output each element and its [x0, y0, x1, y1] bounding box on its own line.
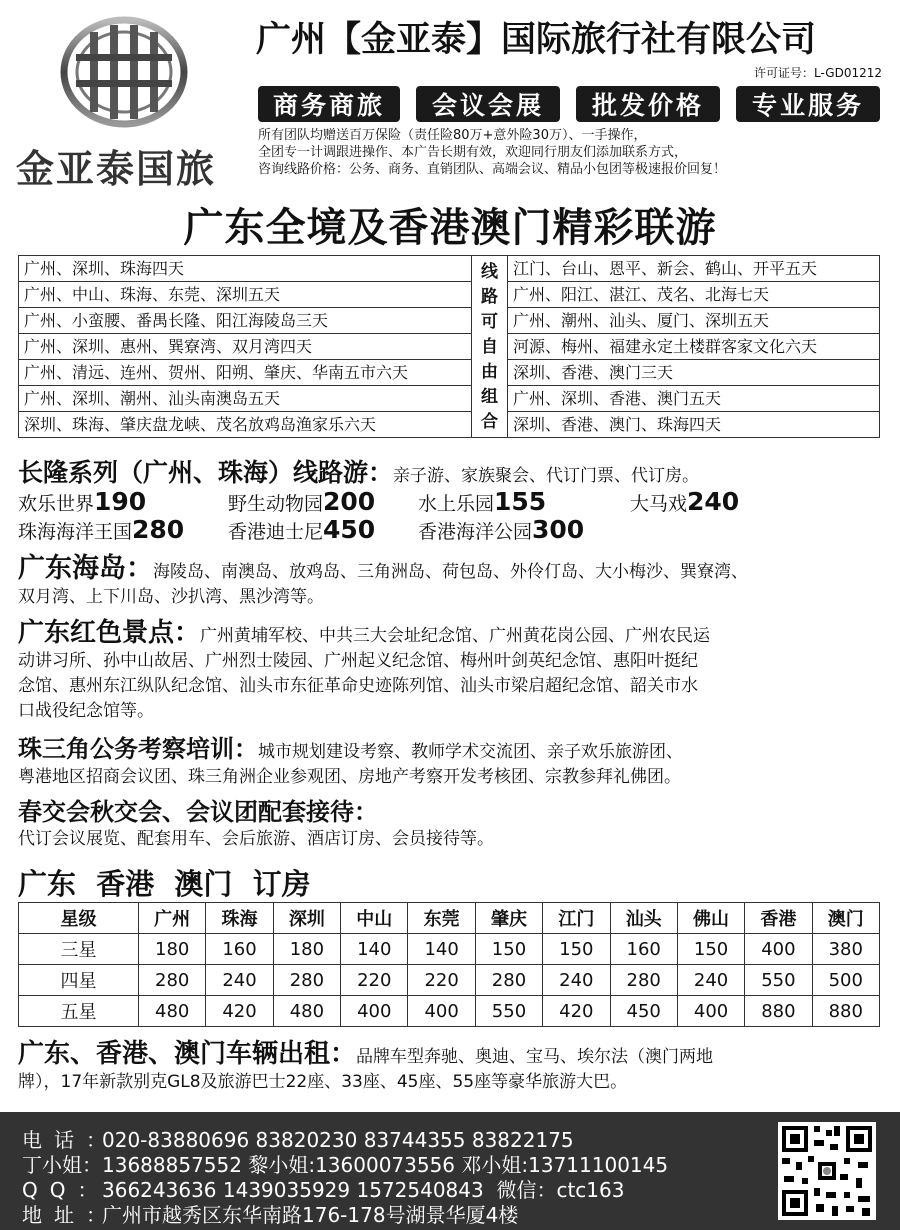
price-cell: 880: [745, 996, 812, 1027]
red-text: 口战役纪念馆等。: [18, 701, 154, 721]
price-cell: 150: [677, 934, 744, 965]
price-cell: 480: [273, 996, 340, 1027]
price-cell: 880: [812, 996, 879, 1027]
combine-char: 路: [481, 286, 498, 307]
hotel-price-table: [18, 902, 880, 1027]
island-text: 双月湾、上下川岛、沙扒湾、黑沙湾等。: [18, 587, 324, 607]
attraction-price: 280: [132, 515, 185, 544]
red-text: 念馆、惠州东江纵队纪念馆、汕头市东征革命史迹陈列馆、汕头市梁启超纪念馆、韶关市水: [18, 676, 698, 696]
column-header: 珠海: [206, 903, 273, 934]
route-item: 广州、潮州、汕头、厦门、深圳五天: [508, 308, 879, 334]
price-cell: 420: [206, 996, 273, 1027]
table-header-row: [19, 903, 880, 934]
price-cell: 220: [341, 965, 408, 996]
attraction-name: 大马戏: [630, 493, 688, 515]
main-title: 广东全境及香港澳门精彩联游: [183, 205, 717, 251]
column-header: 肇庆: [475, 903, 542, 934]
price-cell: 240: [206, 965, 273, 996]
price-cell: 550: [475, 996, 542, 1027]
column-header: 佛山: [677, 903, 744, 934]
price-cell: 240: [677, 965, 744, 996]
hotel-title: 广东 香港 澳门 订房: [18, 867, 311, 901]
training-section: [18, 737, 888, 790]
price-cell: 500: [812, 965, 879, 996]
price-item: [228, 487, 375, 516]
qq-label: QQ：: [22, 1178, 110, 1202]
price-cell: 380: [812, 934, 879, 965]
car-title: 广东、香港、澳门车辆出租：: [18, 1039, 357, 1069]
price-cell: 400: [341, 996, 408, 1027]
route-list-right: [507, 256, 879, 438]
combine-char: 线: [481, 261, 498, 282]
training-title: 珠三角公务考察培训：: [18, 735, 258, 763]
attraction-name: 香港迪士尼: [228, 521, 324, 543]
price-cell: 150: [475, 934, 542, 965]
red-text: 动讲习所、孙中山故居、广州烈士陵园、广州起义纪念馆、梅州叶剑英纪念馆、惠阳叶挺纪: [18, 651, 698, 671]
company-logo: [12, 10, 247, 191]
route-item: 广州、阳江、湛江、茂名、北海七天: [508, 282, 879, 308]
intro-line: 咨询线路价格：公务、商务、直销团队、高端会议、精品小包团等极速报价回复！: [258, 162, 727, 177]
address-text: 广州市越秀区东华南路176-178号湖景华厦4楼: [102, 1203, 519, 1227]
changlong-section: [18, 453, 699, 489]
route-item: 深圳、香港、澳门、珠海四天: [513, 415, 722, 434]
attraction-price: 240: [687, 487, 740, 516]
route-item: 广州、深圳、潮州、汕头南澳岛五天: [19, 386, 471, 412]
combine-char: 由: [481, 361, 498, 382]
price-item: [630, 487, 739, 516]
phone-numbers[interactable]: 020-83880696 83820230 83744355 83822175: [102, 1128, 574, 1152]
attraction-name: 野生动物园: [228, 493, 324, 515]
island-title: 广东海岛：: [18, 553, 153, 584]
route-table: [18, 255, 880, 438]
price-cell: 400: [408, 996, 475, 1027]
intro-text: [258, 127, 888, 178]
route-item: 广州、小蛮腰、番禺长隆、阳江海陵岛三天: [19, 308, 471, 334]
price-cell: 420: [543, 996, 610, 1027]
attraction-name: 欢乐世界: [18, 493, 95, 515]
fair-section: [18, 797, 888, 852]
price-cell: 240: [543, 965, 610, 996]
route-item: 广州、中山、珠海、东莞、深圳五天: [19, 282, 471, 308]
combine-char: 组: [481, 386, 498, 407]
route-item: 广州、深圳、香港、澳门五天: [508, 386, 879, 412]
attraction-name: 珠海海洋王国: [18, 521, 133, 543]
price-item: [18, 515, 184, 544]
column-header: 深圳: [273, 903, 340, 934]
attraction-price: 300: [532, 515, 585, 544]
fair-text: 代订会议展览、配套用车、会后旅游、酒店订房、会员接待等。: [18, 829, 494, 849]
badge-professional: 专业服务: [736, 86, 880, 122]
changlong-subtitle: 亲子游、家族聚会、代订门票、代订房。: [393, 466, 700, 486]
price-cell: 180: [273, 934, 340, 965]
training-text: 粤港地区招商会议团、珠三角洲企业参观团、房地产考察开发考核团、宗教参拜礼佛团。: [18, 767, 681, 787]
badge-business: 商务商旅: [258, 86, 400, 122]
route-item: 深圳、香港、澳门三天: [508, 360, 879, 386]
column-header: 中山: [341, 903, 408, 934]
car-text: 品牌车型奔驰、奥迪、宝马、埃尔法（澳门两地: [356, 1047, 714, 1067]
price-cell: 400: [677, 996, 744, 1027]
price-cell: 280: [273, 965, 340, 996]
price-item: [228, 515, 375, 544]
price-item: [418, 487, 546, 516]
route-item: 广州、深圳、惠州、巽寮湾、双月湾四天: [19, 334, 471, 360]
price-cell: 160: [610, 934, 677, 965]
column-header: 星级: [19, 903, 139, 934]
training-text: 城市规划建设考察、教师学术交流团、亲子欢乐旅游团、: [258, 742, 683, 762]
badge-wholesale: 批发价格: [576, 86, 720, 122]
star-level-cell: 五星: [19, 996, 139, 1027]
combine-char: 自: [481, 336, 498, 357]
combine-char: 合: [481, 411, 498, 432]
price-cell: 220: [408, 965, 475, 996]
price-cell: 450: [610, 996, 677, 1027]
company-name: 广州【金亚泰】国际旅行社有限公司: [256, 20, 817, 60]
price-cell: 480: [139, 996, 206, 1027]
red-section: [18, 618, 888, 724]
price-item: [18, 487, 146, 516]
car-text: 牌），17年新款别克GL8及旅游巴士22座、33座、45座、55座等豪华旅游大巴。: [18, 1072, 628, 1092]
column-header: 江门: [543, 903, 610, 934]
address-label: 地址：: [22, 1203, 118, 1227]
island-section: [18, 553, 888, 610]
price-cell: 400: [745, 934, 812, 965]
combine-char: 可: [481, 311, 498, 332]
route-item: 广州、清远、连州、贺州、阳朔、肇庆、华南五市六天: [19, 360, 471, 386]
car-section: [18, 1039, 888, 1095]
changlong-title: 长隆系列（广州、珠海）线路游：: [18, 458, 394, 487]
table-row: [19, 965, 880, 996]
contacts-line[interactable]: 丁小姐：13688857552 黎小姐:13600073556 邓小姐:13711100145: [22, 1153, 669, 1177]
red-text: 广州黄埔军校、中共三大会址纪念馆、广州黄花岗公园、广州农民运: [200, 626, 711, 646]
badge-conference: 会议会展: [416, 86, 560, 122]
table-row: [19, 996, 880, 1027]
star-level-cell: 四星: [19, 965, 139, 996]
wechat-id[interactable]: 微信：ctc163: [496, 1178, 625, 1202]
red-title: 广东红色景点：: [18, 618, 201, 648]
price-cell: 140: [408, 934, 475, 965]
attraction-name: 水上乐园: [418, 493, 495, 515]
price-cell: 150: [543, 934, 610, 965]
fair-title: 春交会秋交会、会议团配套接待：: [18, 798, 378, 826]
island-text: 海陵岛、南澳岛、放鸡岛、三角洲岛、荷包岛、外伶仃岛、大小梅沙、巽寮湾、: [153, 562, 748, 582]
price-cell: 550: [745, 965, 812, 996]
price-cell: 140: [341, 934, 408, 965]
route-item: 深圳、珠海、肇庆盘龙峡、茂名放鸡岛渔家乐六天: [24, 415, 377, 434]
intro-line: 全团专一计调跟进操作、本广告长期有效，欢迎同行朋友们添加联系方式，: [258, 145, 688, 160]
star-level-cell: 三星: [19, 934, 139, 965]
price-cell: 160: [206, 934, 273, 965]
license-number: 许可证号：L-GD01212: [754, 66, 882, 80]
attraction-price: 190: [94, 487, 147, 516]
route-combine-label: [471, 256, 507, 437]
route-item: 河源、梅州、福建永定土楼群客家文化六天: [508, 334, 879, 360]
column-header: 香港: [745, 903, 812, 934]
price-cell: 280: [139, 965, 206, 996]
table-row: [19, 934, 880, 965]
column-header: 澳门: [812, 903, 879, 934]
column-header: 广州: [139, 903, 206, 934]
contact-footer: [0, 1112, 900, 1230]
logo-text: 金亚泰国旅: [16, 147, 217, 191]
intro-line: 所有团队均赠送百万保险（责任险80万+意外险30万）、一手操作，: [258, 128, 647, 143]
attraction-name: 香港海洋公园: [418, 521, 533, 543]
price-cell: 280: [610, 965, 677, 996]
attraction-price: 155: [494, 487, 547, 516]
column-header: 汕头: [610, 903, 677, 934]
qq-numbers[interactable]: 366243636 1439035929 1572540843: [102, 1178, 484, 1202]
price-item: [418, 515, 584, 544]
price-cell: 180: [139, 934, 206, 965]
price-cell: 280: [475, 965, 542, 996]
route-item: 江门、台山、恩平、新会、鹤山、开平五天: [508, 256, 879, 282]
attraction-price: 450: [323, 515, 376, 544]
phone-label: 电话：: [22, 1128, 118, 1152]
route-item: 广州、深圳、珠海四天: [19, 256, 471, 282]
route-list-left: [19, 256, 471, 438]
column-header: 东莞: [408, 903, 475, 934]
address-line: [22, 1199, 518, 1228]
attraction-price: 200: [323, 487, 376, 516]
qr-code-icon[interactable]: [778, 1122, 876, 1220]
